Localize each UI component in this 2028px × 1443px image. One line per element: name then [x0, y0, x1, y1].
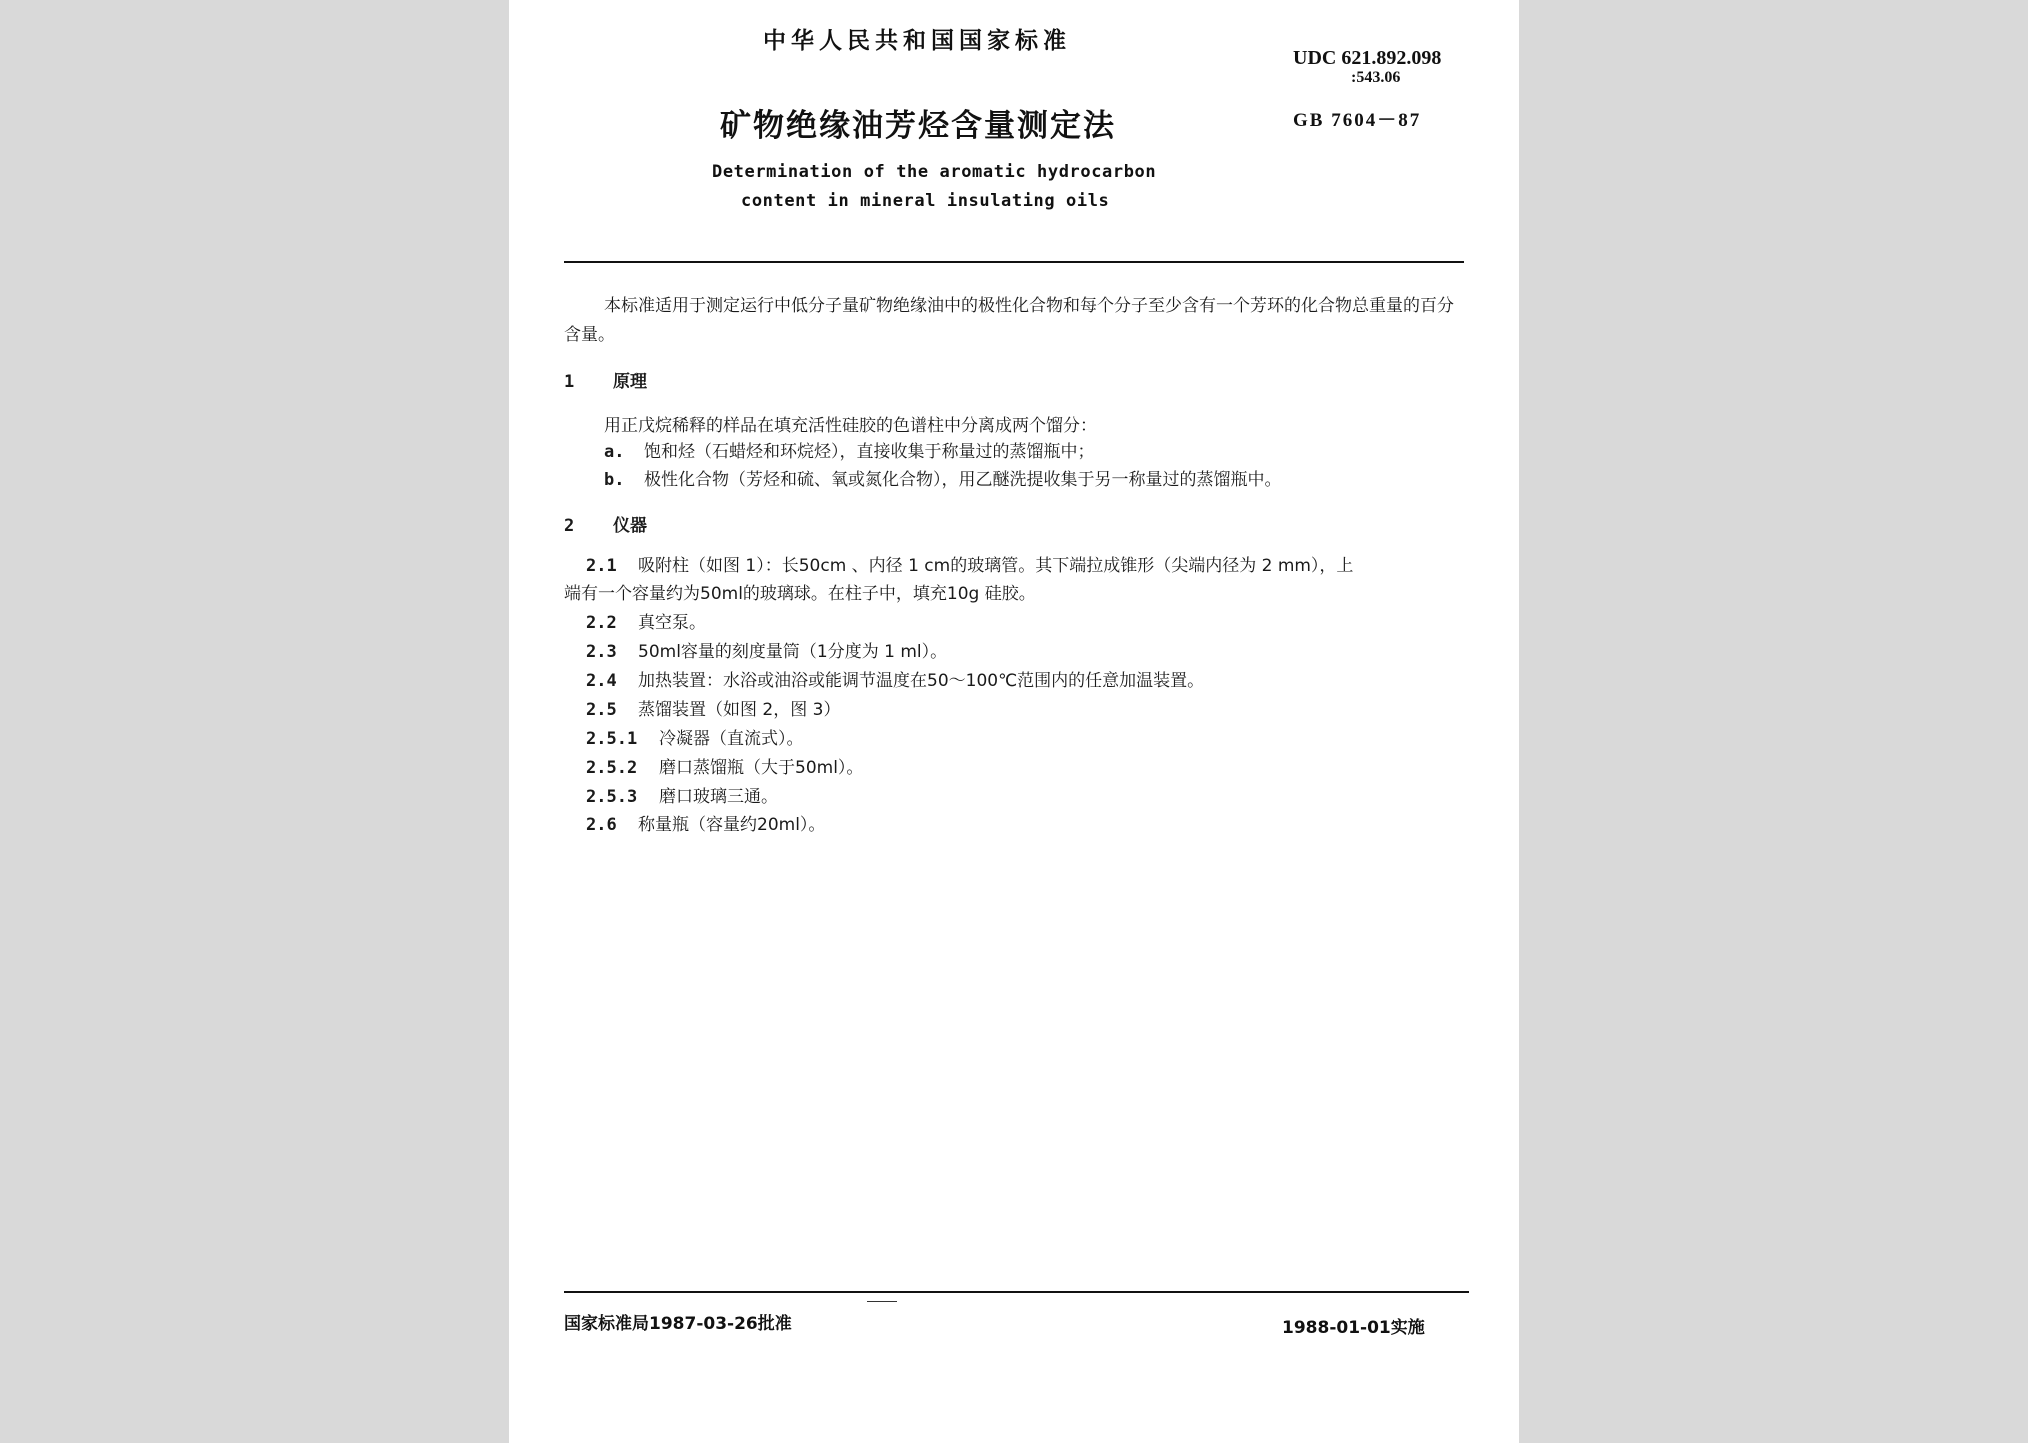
- header-divider: [564, 261, 1464, 263]
- document-page: [509, 0, 1519, 1443]
- clause-2-5-2: [586, 753, 863, 778]
- clause-2-5-3: [586, 782, 778, 807]
- clause-number: 2.1: [586, 556, 617, 576]
- clause-text: 蒸馏装置（如图 2，图 3）: [638, 700, 841, 720]
- item-text: 饱和烃（石蜡烃和环烷烃），直接收集于称量过的蒸馏瓶中；: [644, 442, 1095, 462]
- clause-2-6: [586, 810, 825, 835]
- clause-number: 2.5: [586, 700, 617, 720]
- clause-number: 2.6: [586, 815, 617, 835]
- clause-2-3: [586, 637, 947, 662]
- section-1-number: 1: [564, 372, 575, 392]
- approval-date: 国家标准局1987-03-26批准: [564, 1314, 792, 1334]
- footer-divider: [564, 1291, 1469, 1293]
- section-2-heading: [564, 511, 647, 536]
- clause-2-1-line-2: 端有一个容量约为50ml的玻璃球。在柱子中，填充10g 硅胶。: [564, 584, 1036, 604]
- clause-text: 磨口玻璃三通。: [659, 787, 778, 807]
- document-title-chinese: 矿物绝缘油芳烃含量测定法: [720, 108, 1116, 144]
- item-text: 极性化合物（芳烃和硫、氧或氮化合物），用乙醚洗提收集于另一称量过的蒸馏瓶中。: [644, 470, 1282, 490]
- clause-text: 50ml容量的刻度量筒（1分度为 1 ml）。: [638, 642, 948, 662]
- document-title-english: [712, 158, 1156, 216]
- clause-number: 2.4: [586, 671, 617, 691]
- clause-text: 冷凝器（直流式）。: [659, 729, 804, 749]
- section-1-lead: 用正戊烷稀释的样品在填充活性硅胶的色谱柱中分离成两个馏分：: [604, 416, 1097, 436]
- clause-text: 真空泵。: [638, 613, 706, 633]
- issuing-agency: 中华人民共和国国家标准: [763, 27, 1071, 54]
- clause-number: 2.3: [586, 642, 617, 662]
- clause-number: 2.5.3: [586, 787, 638, 807]
- effective-date: 1988-01-01实施: [1282, 1318, 1425, 1338]
- title-english-line-1: Determination of the aromatic hydrocarbon: [712, 162, 1157, 182]
- section-1-item-b: [604, 465, 1282, 490]
- clause-number: 2.2: [586, 613, 617, 633]
- clause-2-4: [586, 666, 1204, 691]
- udc-line-2: :543.06: [1351, 69, 1401, 86]
- item-label: a.: [604, 442, 625, 462]
- clause-number: 2.5.1: [586, 729, 638, 749]
- clause-text: 吸附柱（如图 1）：长50cm 、内径 1 cm的玻璃管。其下端拉成锥形（尖端内径为 2 mm），上: [638, 556, 1354, 576]
- udc-line-1: UDC 621.892.098: [1293, 47, 1442, 69]
- clause-text: 加热装置：水浴或油浴或能调节温度在50～100℃范围内的任意加温装置。: [638, 671, 1205, 691]
- section-2-title: 仪器: [613, 516, 647, 536]
- standard-number: GB 7604－87: [1293, 110, 1422, 131]
- item-label: b.: [604, 470, 625, 490]
- clause-2-5-1: [586, 724, 804, 749]
- udc-code: [1293, 48, 1441, 88]
- footer-dash: [867, 1301, 897, 1302]
- section-1-heading: [564, 367, 647, 392]
- scope-paragraph: 本标准适用于测定运行中低分子量矿物绝缘油中的极性化合物和每个分子至少含有一个芳环的化合物总重量的百分含量。: [564, 296, 1454, 345]
- section-2-number: 2: [564, 516, 575, 536]
- section-1-title: 原理: [613, 372, 647, 392]
- section-1-item-a: [604, 437, 1095, 462]
- clause-2-5: [586, 695, 840, 720]
- clause-text: 磨口蒸馏瓶（大于50ml）。: [659, 758, 864, 778]
- clause-number: 2.5.2: [586, 758, 638, 778]
- clause-text: 称量瓶（容量约20ml）。: [638, 815, 826, 835]
- title-english-line-2: content in mineral insulating oils: [741, 191, 1110, 211]
- clause-2-2: [586, 608, 706, 633]
- clause-2-1-line-1: [586, 551, 1353, 576]
